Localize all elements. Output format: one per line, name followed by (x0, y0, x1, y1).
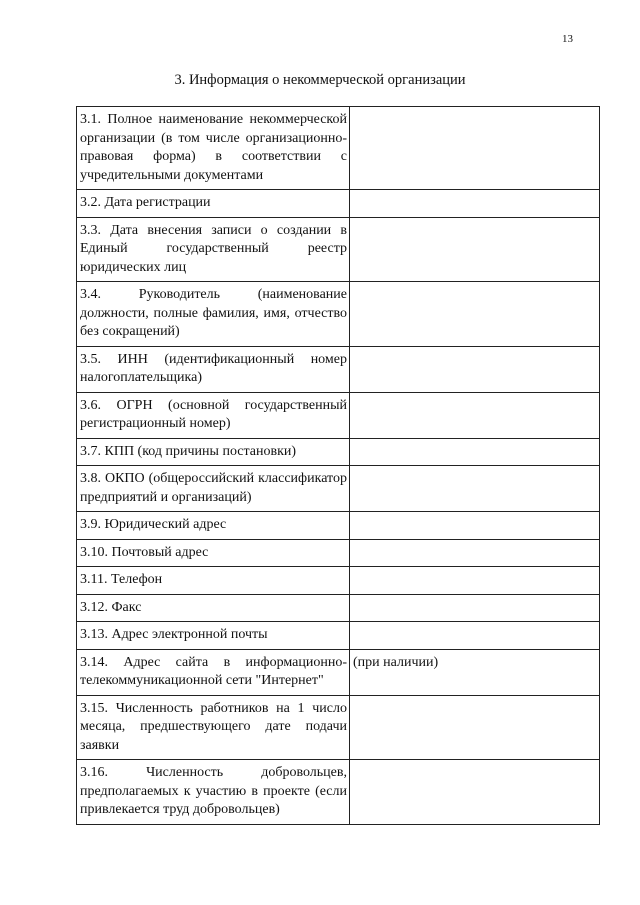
table-row (77, 107, 600, 190)
row-value (350, 346, 600, 392)
row-label: 3.14. Адрес сайта в информационно-телекоммуникационной сети "Интернет" (77, 649, 350, 695)
row-value (350, 282, 600, 347)
row-label: 3.9. Юридический адрес (77, 512, 350, 540)
table-row (77, 392, 600, 438)
row-value (350, 217, 600, 282)
row-label: 3.1. Полное наименование некоммерческой организации (в том числе организационно-правовая форма) в соответствии с учредительными документами (77, 107, 350, 190)
row-label: 3.12. Факс (77, 594, 350, 622)
section-title: 3. Информация о некоммерческой организации (174, 72, 466, 88)
row-label: 3.11. Телефон (77, 567, 350, 595)
row-label: 3.7. КПП (код причины постановки) (77, 438, 350, 466)
row-label: 3.3. Дата внесения записи о создании в Единый государственный реестр юридических лиц (77, 217, 350, 282)
table-row (77, 190, 600, 218)
row-value (350, 392, 600, 438)
table-row (77, 466, 600, 512)
row-label: 3.6. ОГРН (основной государственный регистрационный номер) (77, 392, 350, 438)
row-value (350, 190, 600, 218)
table-row (77, 649, 600, 695)
table-row (77, 567, 600, 595)
row-label: 3.2. Дата регистрации (77, 190, 350, 218)
row-label: 3.8. ОКПО (общероссийский классификатор предприятий и организаций) (77, 466, 350, 512)
row-value (350, 438, 600, 466)
row-label: 3.5. ИНН (идентификационный номер налогоплательщика) (77, 346, 350, 392)
row-value (350, 466, 600, 512)
organization-info-table (76, 106, 600, 825)
row-value (350, 512, 600, 540)
page-number: 13 (562, 33, 573, 45)
row-value (350, 695, 600, 760)
table-row (77, 512, 600, 540)
row-label: 3.4. Руководитель (наименование должности, полные фамилия, имя, отчество без сокращений) (77, 282, 350, 347)
table-row (77, 539, 600, 567)
table-row (77, 438, 600, 466)
row-value (350, 539, 600, 567)
row-value: (при наличии) (350, 649, 600, 695)
table-row (77, 346, 600, 392)
row-value (350, 567, 600, 595)
row-value (350, 107, 600, 190)
row-value (350, 594, 600, 622)
row-label: 3.16. Численность добровольцев, предполагаемых к участию в проекте (если привлекается труд добровольцев) (77, 760, 350, 825)
row-value (350, 760, 600, 825)
table-row (77, 594, 600, 622)
table-row (77, 282, 600, 347)
table-row (77, 217, 600, 282)
row-label: 3.10. Почтовый адрес (77, 539, 350, 567)
table-row (77, 760, 600, 825)
table-row (77, 695, 600, 760)
table-row (77, 622, 600, 650)
row-label: 3.15. Численность работников на 1 число месяца, предшествующего дате подачи заявки (77, 695, 350, 760)
row-label: 3.13. Адрес электронной почты (77, 622, 350, 650)
row-value (350, 622, 600, 650)
